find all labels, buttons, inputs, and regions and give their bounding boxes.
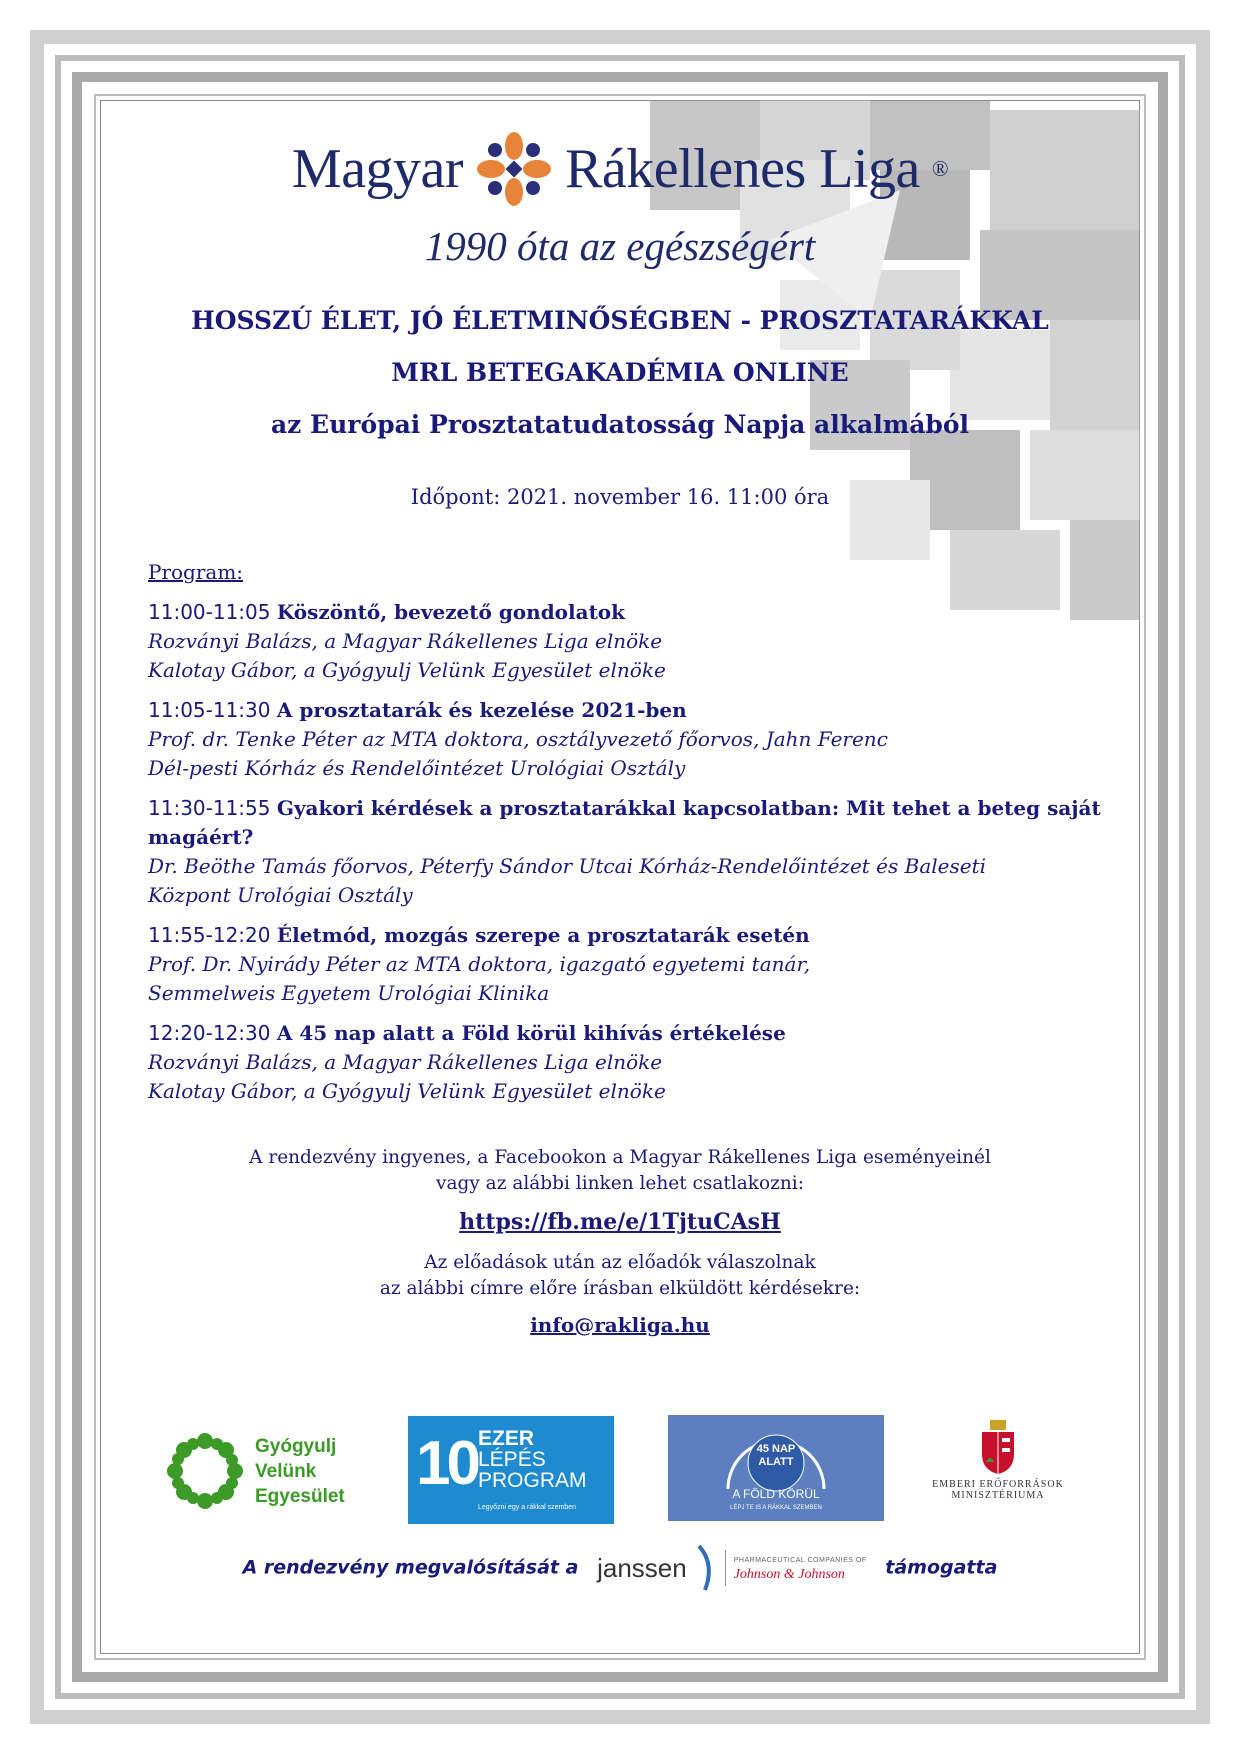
mrl-logo <box>0 130 1240 208</box>
program-speaker: Prof. Dr. Nyirády Péter az MTA doktora, igazgató egyetemi tanár, <box>148 952 811 976</box>
sponsor-line <box>0 1544 1240 1592</box>
program-speaker: Semmelweis Egyetem Urológiai Klinika <box>148 981 550 1005</box>
info-text: A rendezvény ingyenes, a Facebookon a Magyar Rákellenes Liga eseményeinél <box>249 1147 991 1168</box>
facebook-event-link[interactable]: https://fb.me/e/1TjtuCAsH <box>459 1209 781 1235</box>
registered-mark: ® <box>931 156 949 181</box>
program-item <box>148 598 1108 685</box>
hungarian-coat-of-arms-icon <box>978 1418 1018 1476</box>
link-block <box>0 1209 1240 1237</box>
sponsor-text-before: A rendezvény megvalósítását a <box>242 1556 579 1579</box>
nap-line: ALATT <box>758 1456 794 1468</box>
emmi-line: MINISZTÉRIUMA <box>951 1490 1045 1501</box>
email-link[interactable]: info@rakliga.hu <box>530 1313 710 1337</box>
program-title: A 45 nap alatt a Föld körül kihívás értékelése <box>276 1021 786 1045</box>
nap-line: 45 NAP <box>756 1443 796 1455</box>
program-title: Életmód, mozgás szerepe a prosztatarák esetén <box>276 923 810 947</box>
program-time: 11:30-11:55 <box>148 796 271 820</box>
green-flower-icon <box>165 1431 245 1511</box>
headline-title: HOSSZÚ ÉLET, JÓ ÉLETMINŐSÉGBEN - PROSZTATARÁKKAL <box>191 306 1049 335</box>
headline-subtitle: MRL BETEGAKADÉMIA ONLINE <box>391 358 849 387</box>
program-time: 11:00-11:05 <box>148 600 271 624</box>
ezer-sub: Legyőzni egy a rákkal szemben <box>478 1504 577 1511</box>
info-block <box>0 1145 1240 1197</box>
program-speaker: Rozványi Balázs, a Magyar Rákellenes Liga elnöke <box>148 1050 663 1074</box>
program-speaker: Prof. dr. Tenke Péter az MTA doktora, osztályvezető főorvos, Jahn Ferenc <box>148 727 888 751</box>
janssen-swoosh-icon <box>695 1544 717 1592</box>
program-time: 11:05-11:30 <box>148 698 271 722</box>
ezer-lepes-program-logo <box>408 1416 614 1524</box>
program-item <box>148 921 1108 1008</box>
nap-sub: LÉPJ TE IS A RÁKKAL SZEMBEN <box>730 1505 822 1511</box>
ezer-line: EZER <box>478 1427 535 1450</box>
logo-tagline: 1990 óta az egészségért <box>424 223 816 269</box>
jj-small: PHARMACEUTICAL COMPANIES OF <box>733 1557 867 1564</box>
info-text: az alábbi címre előre írásban elküldött kérdésekre: <box>379 1278 861 1299</box>
johnson-johnson-logo <box>734 1554 867 1582</box>
program-item <box>148 1019 1108 1106</box>
program-section <box>148 560 1108 1117</box>
emmi-line: EMBERI ERŐFORRÁSOK <box>932 1479 1064 1490</box>
gyogyulj-line: Velünk <box>255 1460 317 1482</box>
flower-emblem-icon <box>475 130 553 208</box>
gyogyulj-line: Gyógyulj <box>255 1435 337 1457</box>
sponsor-text-after: támogatta <box>885 1556 998 1579</box>
program-speaker: Kalotay Gábor, a Gyógyulj Velünk Egyesület elnöke <box>148 1079 666 1103</box>
program-item <box>148 696 1108 783</box>
headline-occasion: az Európai Prosztatatudatosság Napja alkalmából <box>270 410 970 439</box>
program-speaker: Kalotay Gábor, a Gyógyulj Velünk Egyesület elnöke <box>148 658 666 682</box>
logo-divider <box>725 1550 726 1586</box>
program-label: Program: <box>148 560 244 584</box>
ezer-line: LÉPÉS <box>478 1448 546 1471</box>
event-date: Időpont: 2021. november 16. 11:00 óra <box>410 485 830 509</box>
logo-text-left: Magyar <box>291 138 464 200</box>
program-time: 11:55-12:20 <box>148 923 271 947</box>
ezer-ten: 10 <box>416 1429 477 1498</box>
logo-text-right: Rákellenes Liga <box>565 138 920 200</box>
janssen-logo: janssen <box>597 1552 687 1583</box>
program-speaker: Dél-pesti Kórház és Rendelőintézet Urológiai Osztály <box>148 756 686 780</box>
nap-line: A FÖLD KÖRÜL <box>732 1487 820 1501</box>
emmi-logo <box>918 1418 1078 1501</box>
partner-logos <box>0 1413 1240 1533</box>
45-nap-alatt-logo <box>668 1415 884 1521</box>
gyogyulj-velunk-logo <box>165 1431 345 1511</box>
info-text: vagy az alábbi linken lehet csatlakozni: <box>436 1173 804 1194</box>
gyogyulj-line: Egyesület <box>255 1485 345 1507</box>
program-title: A prosztatarák és kezelése 2021-ben <box>276 698 687 722</box>
program-speaker: Rozványi Balázs, a Magyar Rákellenes Liga elnöke <box>148 629 663 653</box>
ezer-line: PROGRAM <box>478 1469 587 1492</box>
info-text: Az előadások után az előadók válaszolnak <box>424 1252 816 1273</box>
program-title: Gyakori kérdések a prosztatarákkal kapcsolatban: Mit tehet a beteg saját magáért? <box>148 796 1101 849</box>
program-speaker: Központ Urológiai Osztály <box>148 883 413 907</box>
program-speaker: Dr. Beöthe Tamás főorvos, Péterfy Sándor Utcai Kórház-Rendelőintézet és Baleseti <box>148 854 987 878</box>
program-item <box>148 794 1108 910</box>
program-title: Köszöntő, bevezető gondolatok <box>276 600 626 624</box>
jj-name: Johnson & Johnson <box>733 1567 845 1582</box>
questions-block <box>0 1250 1240 1302</box>
email-block <box>0 1312 1240 1340</box>
program-time: 12:20-12:30 <box>148 1021 271 1045</box>
